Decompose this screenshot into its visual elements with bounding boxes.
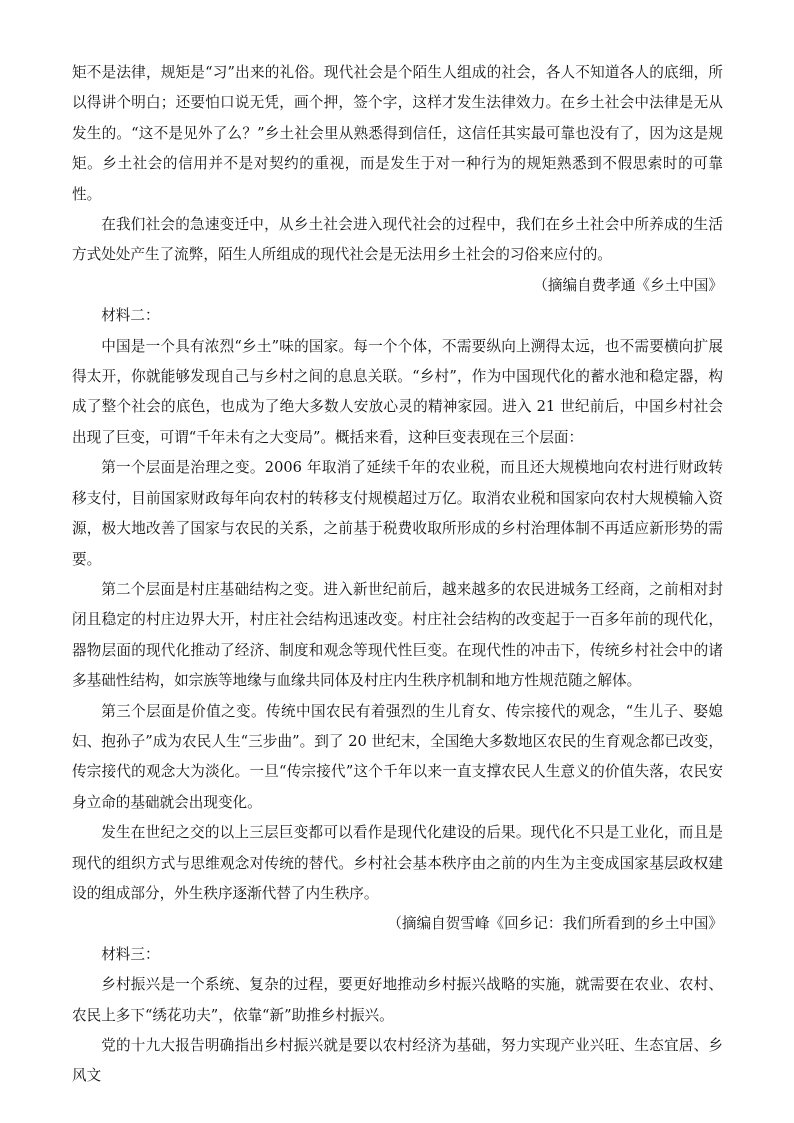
material1-paragraph-1: 矩不是法律，规矩是“习”出来的礼俗。现代社会是个陌生人组成的社会，各人不知道各人的底细，所以得讲个明白；还要怕口说无凭，画个押，签个字，这样才发生法律效力。在乡土社会中法律是无从发生的。“这不是见外了么？”乡土社会里从熟悉得到信任，这信任其实最可靠也没有了，因为这是规矩。乡土社会的信用并不是对契约的重视，而是发生于对一种行为的规矩熟悉到不假思索时的可靠性。	[72, 64, 723, 203]
document-page	[72, 58, 723, 1092]
material2-paragraph-1: 中国是一个具有浓烈“乡土”味的国家。每一个个体，不需要纵向上溯得太远，也不需要横向扩展得太开，你就能够发现自己与乡村之间的息息关联。“乡村”，作为中国现代化的蓄水池和稳定器，构成了整个社会的底色，也成为了绝大多数人安放心灵的精神家园。进入 21 世纪前后，中国乡村社会出现了巨变，可谓“千年未有之大变局”。概括来看，这种巨变表现在三个层面：	[72, 337, 723, 446]
material3-paragraph-1: 乡村振兴是一个系统、复杂的过程，要更好地推动乡村振兴战略的实施，就需要在农业、农村、农民上多下“绣花功夫”，依靠“新”助推乡村振兴。	[72, 976, 723, 1024]
material2-paragraph-2: 第一个层面是治理之变。2006 年取消了延续千年的农业税，而且还大规模地向农村进行财政转移支付，目前国家财政每年向农村的转移支付规模超过万亿。取消农业税和国家向农村大规模输入资源，极大地改善了国家与农民的关系，之前基于税费收取所形成的乡村治理体制不再适应新形势的需要。	[72, 459, 723, 568]
material3-paragraph-2: 党的十九大报告明确指出乡村振兴就是要以农村经济为基础，努力实现产业兴旺、生态宜居、乡风文	[72, 1037, 723, 1085]
material2-paragraph-4: 第三个层面是价值之变。传统中国农民有着强烈的生儿育女、传宗接代的观念，“生儿子、娶媳妇、抱孙子”成为农民人生“三步曲”。到了 20 世纪末，全国绝大多数地区农民的生育观念都已改变，传宗接代的观念大为淡化。一旦“传宗接代”这个千年以来一直支撑农民人生意义的价值失落，农民安身立命的基础就会出现变化。	[72, 702, 723, 811]
material1-paragraph-2: 在我们社会的急速变迁中，从乡土社会进入现代社会的过程中，我们在乡土社会中所养成的生活方式处处产生了流弊，陌生人所组成的现代社会是无法用乡土社会的习俗来应付的。	[72, 216, 723, 264]
material3-label: 材料三：	[101, 945, 160, 963]
material2-label: 材料二：	[101, 307, 160, 325]
material2-paragraph-5: 发生在世纪之交的以上三层巨变都可以看作是现代化建设的后果。现代化不只是工业化，而且是现代的组织方式与思维观念对传统的替代。乡村社会基本秩序由之前的内生为主变成国家基层政权建设的组成部分，外生秩序逐渐代替了内生秩序。	[72, 824, 723, 902]
material2-source: （摘编自贺雪峰《回乡记：我们所看到的乡土中国》	[387, 915, 723, 933]
material1-source: （摘编自费孝通《乡土中国》	[533, 276, 723, 294]
material2-paragraph-3: 第二个层面是村庄基础结构之变。进入新世纪前后，越来越多的农民进城务工经商，之前相对封闭且稳定的村庄边界大开，村庄社会结构迅速改变。村庄社会结构的改变起于一百多年前的现代化，器物层面的现代化推动了经济、制度和观念等现代性巨变。在现代性的冲击下，传统乡村社会中的诸多基础性结构，如宗族等地缘与血缘共同体及村庄内生秩序机制和地方性规范随之解体。	[72, 580, 723, 690]
